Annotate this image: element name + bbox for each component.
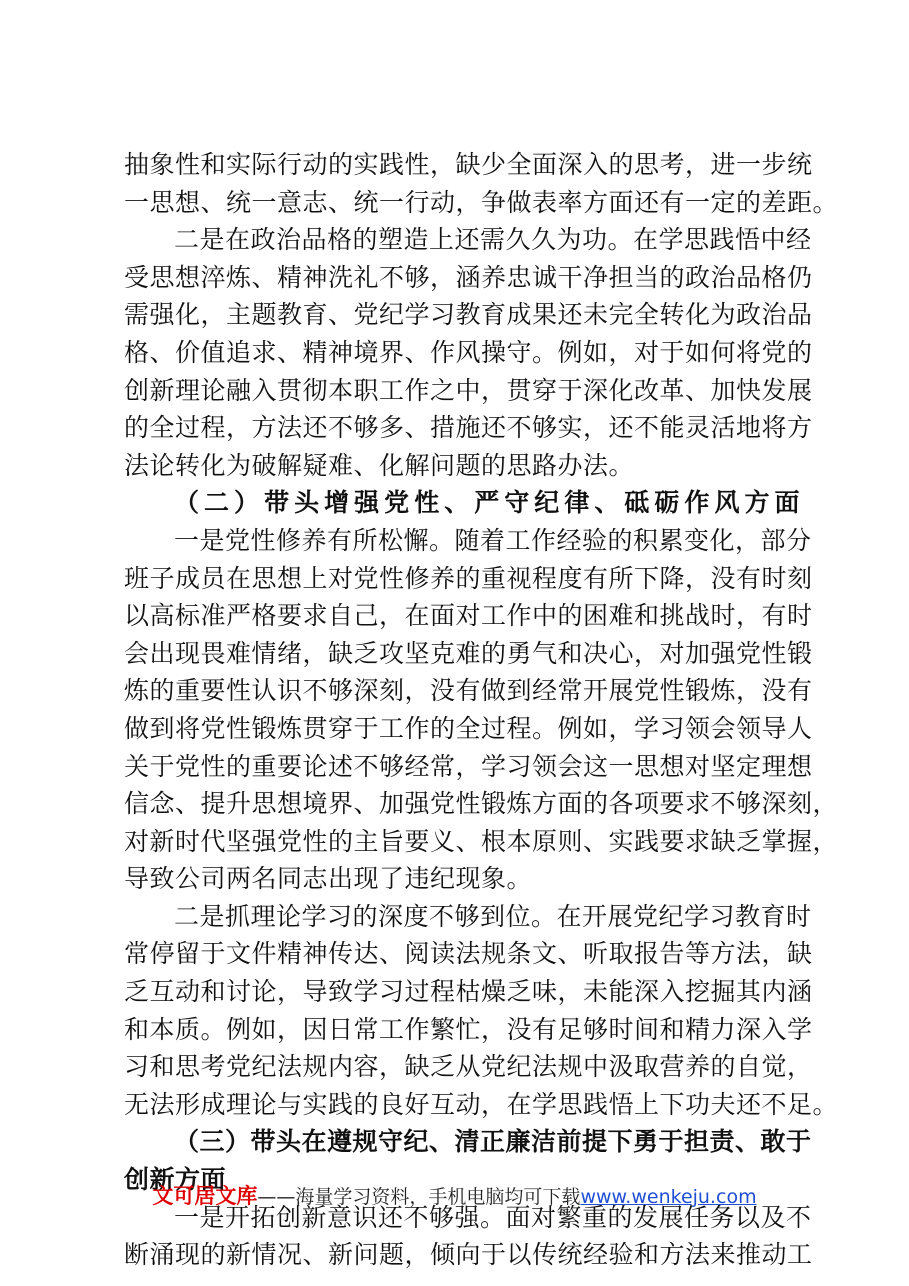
- footer-brand: 文可居文库: [152, 1184, 258, 1208]
- section-heading: （二）带头增强党性、严守纪律、砥砺作风方面: [174, 488, 800, 518]
- paragraph-last-line: 一思想、统一意志、统一行动，争做表率方面还有一定的差距。: [124, 187, 839, 217]
- paragraph-first-line: 一是开拓创新意识还不够强。面对繁重的发展任务以及不: [174, 1202, 812, 1232]
- paragraph-line: 做到将党性锻炼贯穿于工作的全过程。例如，学习领会领导人: [124, 713, 813, 743]
- watermark-footer: [0, 1180, 909, 1210]
- paragraph-line: 班子成员在思想上对党性修养的重视程度有所下降，没有时刻: [124, 563, 813, 593]
- paragraph-line: 乏互动和讨论，导致学习过程枯燥乏味，未能深入挖掘其内涵: [124, 977, 813, 1007]
- footer-link[interactable]: www.wenkeju.com: [580, 1186, 757, 1208]
- paragraph-first-line: 二是在政治品格的塑造上还需久久为功。在学思践悟中经: [174, 225, 812, 255]
- paragraph-first-line: 二是抓理论学习的深度不够到位。在开展党纪学习教育时: [174, 901, 812, 931]
- paragraph-line: 和本质。例如，因日常工作繁忙，没有足够时间和精力深入学: [124, 1014, 813, 1044]
- paragraph-last-line: 导致公司两名同志出现了违纪现象。: [124, 864, 533, 894]
- paragraph-line: 断涌现的新情况、新问题，倾向于以传统经验和方法来推动工: [124, 1240, 813, 1270]
- paragraph-line: 需强化，主题教育、党纪学习教育成果还未完全转化为政治品: [124, 300, 813, 330]
- section-heading: （三）带头在遵规守纪、清正廉洁前提下勇于担责、敢于: [174, 1127, 812, 1157]
- document-body: [124, 146, 839, 1274]
- paragraph-line: 格、价值追求、精神境界、作风操守。例如，对于如何将党的: [124, 337, 813, 367]
- paragraph-line: 常停留于文件精神传达、阅读法规条文、听取报告等方法，缺: [124, 939, 813, 969]
- paragraph-line: 创新理论融入贯彻本职工作之中，贯穿于深化改革、加快发展: [124, 375, 813, 405]
- paragraph-line: 抽象性和实际行动的实践性，缺少全面深入的思考，进一步统: [124, 150, 813, 179]
- paragraph-line: 对新时代坚强党性的主旨要义、根本原则、实践要求缺乏掌握，: [124, 826, 839, 856]
- paragraph-line: 以高标准严格要求自己，在面对工作中的困难和挑战时，有时: [124, 601, 813, 631]
- paragraph-first-line: 一是党性修养有所松懈。随着工作经验的积累变化，部分: [174, 525, 812, 555]
- paragraph-line: 的全过程，方法还不够多、措施还不够实，还不能灵活地将方: [124, 413, 813, 443]
- paragraph-line: 关于党性的重要论述不够经常，学习领会这一思想对坚定理想: [124, 751, 813, 781]
- footer-tagline: ——海量学习资料，手机电脑均可下载: [257, 1186, 581, 1208]
- paragraph-line: 受思想淬炼、精神洗礼不够，涵养忠诚干净担当的政治品格仍: [124, 262, 813, 292]
- paragraph-last-line: 无法形成理论与实践的良好互动，在学思践悟上下功夫还不足。: [124, 1089, 839, 1119]
- paragraph-line: 会出现畏难情绪，缺乏攻坚克难的勇气和决心，对加强党性锻: [124, 638, 813, 668]
- paragraph-line: 信念、提升思想境界、加强党性锻炼方面的各项要求不够深刻，: [124, 789, 839, 819]
- section-heading-continued: 创新方面: [124, 1165, 227, 1195]
- paragraph-line: 炼的重要性认识不够深刻，没有做到经常开展党性锻炼，没有: [124, 676, 813, 706]
- paragraph-last-line: 法论转化为破解疑难、化解问题的思路办法。: [124, 450, 635, 480]
- paragraph-line: 习和思考党纪法规内容，缺乏从党纪法规中汲取营养的自觉，: [124, 1052, 813, 1082]
